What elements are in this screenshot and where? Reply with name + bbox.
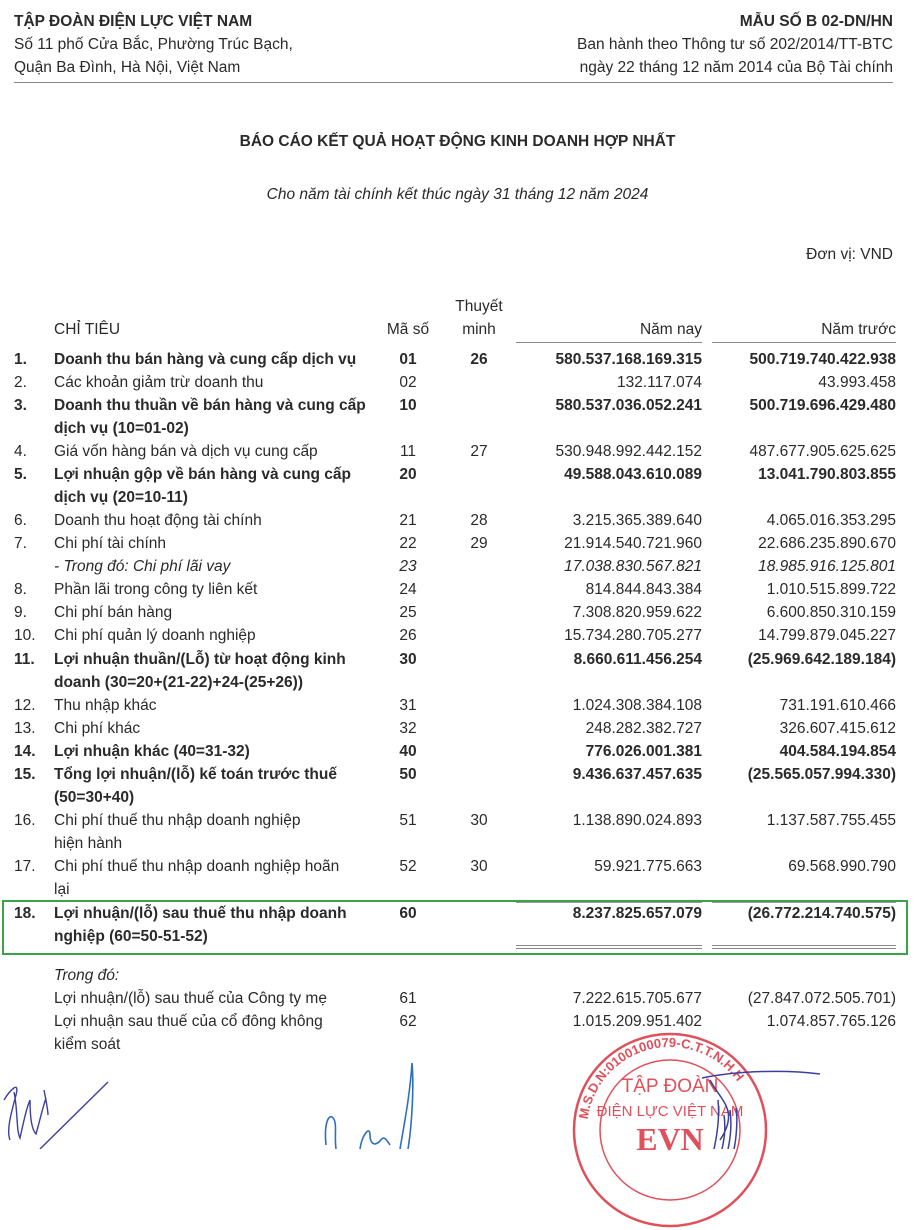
- row-current-year: 8.237.825.657.079: [572, 905, 702, 922]
- row-previous-year: (25.969.642.189.184): [747, 651, 896, 668]
- row-number: 5.: [14, 466, 27, 483]
- row-label-line: Lợi nhuận/(lỗ) sau thuế của Công ty mẹ: [54, 990, 327, 1007]
- row-label-line: Chi phí thuế thu nhập doanh nghiệp: [54, 812, 301, 829]
- report-period: Cho năm tài chính kết thúc ngày 31 tháng 12 năm 2024: [266, 186, 649, 203]
- row-previous-year: 1.010.515.899.722: [766, 581, 896, 598]
- row-label: [54, 717, 384, 740]
- row-previous-year: (25.565.057.994.330): [747, 766, 896, 783]
- row-code: 51: [399, 812, 417, 829]
- table-row: [0, 440, 915, 463]
- row-label-line: Doanh thu hoạt động tài chính: [54, 512, 262, 529]
- row-current-year: 776.026.001.381: [585, 743, 702, 760]
- row-current-year: 3.215.365.389.640: [572, 512, 702, 529]
- row-current-year: 8.660.611.456.254: [573, 651, 702, 668]
- row-code: 22: [399, 535, 417, 552]
- row-previous-year: 1.137.587.755.455: [766, 812, 896, 829]
- header-code: Mã số: [386, 321, 430, 338]
- row-number: 1.: [14, 351, 27, 368]
- row-label: [54, 555, 384, 578]
- row-previous-year: 500.719.696.429.480: [749, 397, 896, 414]
- header-divider: [14, 82, 893, 83]
- row-label-line: nghiệp (60=50-51-52): [54, 928, 208, 945]
- row-code: 02: [399, 374, 417, 391]
- row-number: 18.: [14, 905, 36, 922]
- table-row: [0, 648, 915, 691]
- row-current-year: 1.015.209.951.402: [572, 1013, 702, 1030]
- row-current-year: 1.024.308.384.108: [572, 697, 702, 714]
- signature-left: [0, 1070, 200, 1149]
- row-label-line: Chi phí quản lý doanh nghiệp: [54, 627, 256, 644]
- address-line-1: Số 11 phố Cửa Bắc, Phường Trúc Bạch,: [14, 36, 293, 53]
- row-number: 13.: [14, 720, 36, 737]
- row-previous-year: 4.065.016.353.295: [766, 512, 896, 529]
- row-number: 10.: [14, 627, 36, 644]
- breakdown-row: [0, 987, 915, 1010]
- table-row: [0, 348, 915, 371]
- row-label-line: Chi phí bán hàng: [54, 604, 173, 621]
- table-row: [0, 578, 915, 601]
- row-previous-year: 404.584.194.854: [779, 743, 896, 760]
- row-label-line: dịch vụ (10=01-02): [54, 420, 189, 437]
- row-previous-year: 43.993.458: [818, 374, 896, 391]
- address-line-2: Quận Ba Đình, Hà Nội, Việt Nam: [14, 59, 241, 76]
- table-row: [0, 624, 915, 647]
- row-label: [54, 1010, 384, 1056]
- row-note: 29: [470, 535, 488, 552]
- row-label: [54, 578, 384, 601]
- row-label: [54, 394, 384, 440]
- row-label-line: Lợi nhuận sau thuế của cổ đông không: [54, 1013, 323, 1030]
- row-code: 31: [399, 697, 417, 714]
- header-rule-previous: [712, 342, 896, 343]
- row-previous-year: 69.568.990.790: [788, 858, 896, 875]
- breakdown-label-row: [0, 964, 915, 987]
- row-label: [54, 855, 384, 901]
- row-previous-year: (26.772.214.740.575): [747, 905, 896, 922]
- row-label: [54, 601, 384, 624]
- table-row: [0, 694, 915, 717]
- row-code: 26: [399, 627, 417, 644]
- row-current-year: 17.038.830.567.821: [564, 558, 702, 575]
- row-code: 25: [399, 604, 417, 621]
- company-header: [14, 10, 293, 79]
- row-label-line: (50=30+40): [54, 789, 135, 806]
- seal-line-2: ĐIỆN LỰC VIỆT NAM: [596, 1103, 744, 1120]
- row-previous-year: (27.847.072.505.701): [747, 990, 896, 1007]
- row-current-year: 580.537.036.052.241: [555, 397, 702, 414]
- row-label: [54, 694, 384, 717]
- row-previous-year: 22.686.235.890.670: [758, 535, 896, 552]
- form-header: [577, 10, 893, 79]
- row-label: [54, 763, 384, 809]
- header-note-line-1: Thuyết: [455, 298, 503, 315]
- row-label-line: doanh (30=20+(21-22)+24-(25+26)): [54, 674, 303, 691]
- row-number: 4.: [14, 443, 27, 460]
- row-label-line: hiện hành: [54, 835, 123, 852]
- table-row: [0, 555, 915, 578]
- row-label: [54, 532, 384, 555]
- row-number: 3.: [14, 397, 27, 414]
- row-label-line: Doanh thu thuần về bán hàng và cung cấp: [54, 397, 366, 414]
- row-code: 50: [399, 766, 417, 783]
- row-code: 11: [399, 443, 417, 460]
- header-item: CHỈ TIÊU: [54, 321, 121, 338]
- row-current-year: 580.537.168.169.315: [555, 351, 702, 368]
- row-label-line: Lợi nhuận/(lỗ) sau thuế thu nhập doanh: [54, 905, 347, 922]
- row-label-line: Chi phí thuế thu nhập doanh nghiệp hoãn: [54, 858, 340, 875]
- row-number: 12.: [14, 697, 36, 714]
- row-label-line: Các khoản giảm trừ doanh thu: [54, 374, 264, 391]
- table-row: [0, 740, 915, 763]
- row-code: 10: [399, 397, 417, 414]
- row-current-year: 7.222.615.705.677: [572, 990, 702, 1007]
- row-note: 26: [470, 351, 488, 368]
- row-current-year: 248.282.382.727: [585, 720, 702, 737]
- header-note: [446, 295, 512, 341]
- row-previous-year: 731.191.610.466: [779, 697, 896, 714]
- row-code: 61: [399, 990, 417, 1007]
- signature-right: [700, 1060, 830, 1149]
- header-current-year: Năm nay: [639, 321, 702, 338]
- row-number: 16.: [14, 812, 36, 829]
- row-label-line: Lợi nhuận khác (40=31-32): [54, 743, 250, 760]
- row-note: 27: [470, 443, 488, 460]
- row-label-line: Giá vốn hàng bán và dịch vụ cung cấp: [54, 443, 318, 460]
- table-row: [0, 809, 915, 852]
- row-current-year: 7.308.820.959.622: [572, 604, 702, 621]
- breakdown-row: [0, 1010, 915, 1053]
- row-label: [54, 463, 384, 509]
- row-current-year: 132.117.074: [616, 374, 702, 391]
- row-current-year: 530.948.992.442.152: [555, 443, 702, 460]
- row-number: 17.: [14, 858, 36, 875]
- row-label-line: Tổng lợi nhuận/(lỗ) kế toán trước thuế: [54, 766, 337, 783]
- row-previous-year: 14.799.879.045.227: [758, 627, 896, 644]
- row-previous-year: 500.719.740.422.938: [749, 351, 896, 368]
- table-row: [0, 763, 915, 806]
- row-label-line: Doanh thu bán hàng và cung cấp dịch vụ: [54, 351, 357, 368]
- form-issued-line-2: ngày 22 tháng 12 năm 2014 của Bộ Tài chính: [579, 59, 893, 76]
- row-label-line: dịch vụ (20=10-11): [54, 489, 188, 506]
- row-previous-year: 6.600.850.310.159: [766, 604, 896, 621]
- table-row: [0, 601, 915, 624]
- row-number: 8.: [14, 581, 27, 598]
- seal-line-1: TẬP ĐOÀN: [621, 1076, 719, 1097]
- table-row: [0, 532, 915, 555]
- row-number: 14.: [14, 743, 36, 760]
- row-label-line: Lợi nhuận thuần/(Lỗ) từ hoạt động kinh: [54, 651, 346, 668]
- row-number: 6.: [14, 512, 27, 529]
- row-code: 30: [399, 651, 417, 668]
- row-current-year: 21.914.540.721.960: [564, 535, 702, 552]
- row-code: 24: [399, 581, 417, 598]
- row-label: [54, 648, 384, 694]
- row-previous-year: 18.985.916.125.801: [758, 558, 896, 575]
- row-previous-year: 13.041.790.803.855: [758, 466, 896, 483]
- row-current-year: 49.588.043.610.089: [564, 466, 702, 483]
- row-code: 20: [399, 466, 417, 483]
- row-label-line: Phần lãi trong công ty liên kết: [54, 581, 258, 598]
- report-title: BÁO CÁO KẾT QUẢ HOẠT ĐỘNG KINH DOANH HỢP NHẤT: [239, 133, 676, 150]
- row-previous-year: 326.607.415.612: [779, 720, 896, 737]
- seal-line-3: EVN: [636, 1121, 704, 1157]
- row-label: [54, 809, 384, 855]
- header-rule-current: [516, 342, 702, 343]
- currency-unit: Đơn vị: VND: [806, 246, 893, 263]
- row-number: 11.: [14, 651, 35, 668]
- row-code: 01: [399, 351, 417, 368]
- row-note: 28: [470, 512, 488, 529]
- row-number: 15.: [14, 766, 36, 783]
- form-code: MẪU SỐ B 02-DN/HN: [739, 13, 893, 30]
- row-label: [54, 624, 384, 647]
- row-note: 30: [470, 812, 488, 829]
- row-code: 32: [399, 720, 417, 737]
- row-label-line: Chi phí khác: [54, 720, 141, 737]
- row-label-line: lại: [54, 881, 70, 898]
- header-previous-year: Năm trước: [821, 321, 896, 338]
- row-code: 62: [399, 1013, 417, 1030]
- table-row: [0, 394, 915, 437]
- row-number: 7.: [14, 535, 27, 552]
- row-previous-year: 487.677.905.625.625: [749, 443, 896, 460]
- table-row: [0, 855, 915, 898]
- row-previous-year: 1.074.857.765.126: [766, 1013, 896, 1030]
- highlight-box-net-profit: [2, 900, 908, 955]
- row-label: [54, 509, 384, 532]
- row-code: 21: [399, 512, 417, 529]
- row-label-line: - Trong đó: Chi phí lãi vay: [54, 558, 231, 575]
- row-label: [54, 348, 384, 371]
- row-label: [54, 740, 384, 763]
- row-label: [54, 440, 384, 463]
- signature-middle: [320, 1055, 500, 1149]
- org-name: TẬP ĐOÀN ĐIỆN LỰC VIỆT NAM: [14, 13, 253, 30]
- row-label-line: Chi phí tài chính: [54, 535, 167, 552]
- table-row: [0, 717, 915, 740]
- row-number: 2.: [14, 374, 27, 391]
- row-label-line: kiểm soát: [54, 1036, 121, 1053]
- row-current-year: 1.138.890.024.893: [572, 812, 702, 829]
- table-row: [0, 509, 915, 532]
- row-current-year: 814.844.843.384: [585, 581, 702, 598]
- header-note-line-2: minh: [462, 321, 496, 338]
- row-code: 60: [399, 905, 417, 922]
- table-row: [0, 463, 915, 506]
- seal-ring-text: M.S.D.N:0100100079-C.T.T.N.H.H: [575, 1034, 748, 1121]
- row-label: [54, 371, 384, 394]
- table-row: [0, 371, 915, 394]
- form-issued-line-1: Ban hành theo Thông tư số 202/2014/TT-BTC: [577, 36, 893, 53]
- row-current-year: 9.436.637.457.635: [572, 766, 702, 783]
- row-label-line: Lợi nhuận gộp về bán hàng và cung cấp: [54, 466, 351, 483]
- row-current-year: 15.734.280.705.277: [564, 627, 702, 644]
- row-number: 9.: [14, 604, 27, 621]
- row-note: 30: [470, 858, 488, 875]
- row-code: 40: [399, 743, 417, 760]
- row-code: 52: [399, 858, 417, 875]
- row-label: [54, 987, 384, 1010]
- row-current-year: 59.921.775.663: [594, 858, 702, 875]
- breakdown-label: Trong đó:: [54, 967, 120, 984]
- row-label-line: Thu nhập khác: [54, 697, 157, 714]
- row-code: 23: [399, 558, 417, 575]
